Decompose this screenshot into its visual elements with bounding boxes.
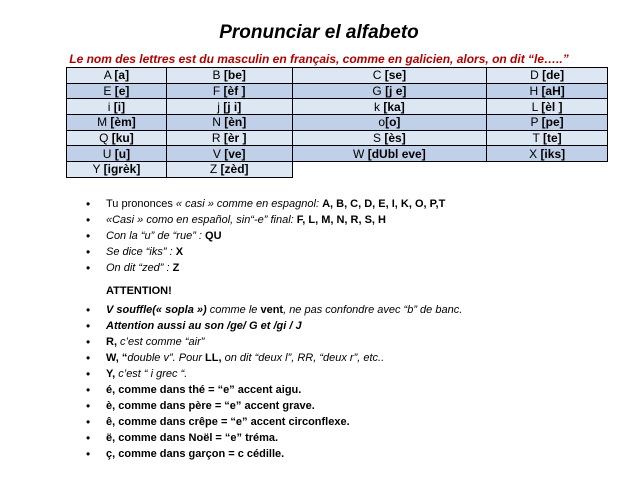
letter-cell: V [ve] <box>166 146 292 162</box>
table-row <box>67 162 608 178</box>
letter-cell: T [te] <box>487 130 608 146</box>
attention-rule-item: • é, comme dans thé = “e” accent aigu. <box>86 382 462 398</box>
attention-rule-item: • W, “double v”. Pour LL, on dit “deux l”, RR, “deux r”, etc.. <box>86 350 462 366</box>
attention-rule-item: • R, c’est comme “air” <box>86 334 462 350</box>
letter-cell: o[o] <box>292 115 487 131</box>
alphabet-table <box>66 67 608 178</box>
attention-rule-item: • Y, c’est “ i grec “. <box>86 366 462 382</box>
table-row <box>67 115 608 131</box>
attention-rule-item: • V souffle(« sopla ») comme le vent, ne pas confondre avec “b” de banc. <box>86 302 462 318</box>
rule-item: • On dit “zed” : Z <box>86 260 445 276</box>
letter-cell: C [se] <box>292 68 487 84</box>
attention-rule-item: • Attention aussi au son /ge/ G et /gi / J <box>86 318 462 334</box>
letter-cell: Z [zèd] <box>166 162 292 178</box>
attention-rule-item: • è, comme dans père = “e” accent grave. <box>86 398 462 414</box>
letter-cell: F [èf ] <box>166 83 292 99</box>
rule-item: • Se dice “iks” : X <box>86 244 445 260</box>
empty-cell <box>487 162 608 178</box>
table-row <box>67 130 608 146</box>
rule-item: • «Casi » como en español, sin“-e” final: F, L, M, N, R, S, H <box>86 212 445 228</box>
letter-cell: G [j e] <box>292 83 487 99</box>
letter-cell: i [i] <box>67 99 167 115</box>
attention-rule-item: • ê, comme dans crêpe = “e” accent circonflexe. <box>86 414 462 430</box>
letter-cell: U [u] <box>67 146 167 162</box>
letter-cell: k [ka] <box>292 99 487 115</box>
table-row <box>67 146 608 162</box>
page-title: Pronunciar el alfabeto <box>219 22 419 43</box>
attention-rule-item: • ç, comme dans garçon = c cédille. <box>86 446 462 462</box>
letter-cell: j [j i] <box>166 99 292 115</box>
letter-cell: M [èm] <box>67 115 167 131</box>
attention-rule-item: • ë, comme dans Noël = “e” tréma. <box>86 430 462 446</box>
letter-cell: W [dUbl eve] <box>292 146 487 162</box>
rule-item: • Tu prononces « casi » comme en espagnol: A, B, C, D, E, I, K, O, P,T <box>86 196 445 212</box>
pronunciation-rules-list <box>86 196 445 276</box>
subtitle: Le nom des lettres est du masculin en français, comme en galicien, alors, on dit “le…..” <box>69 52 569 66</box>
empty-cell <box>292 162 487 178</box>
attention-heading: ATTENTION! <box>106 285 172 297</box>
letter-cell: Q [ku] <box>67 130 167 146</box>
letter-cell: A [a] <box>67 68 167 84</box>
table-row <box>67 83 608 99</box>
letter-cell: D [de] <box>487 68 608 84</box>
letter-cell: H [aH] <box>487 83 608 99</box>
letter-cell: X [iks] <box>487 146 608 162</box>
letter-cell: R [èr ] <box>166 130 292 146</box>
attention-rules-list <box>86 302 462 462</box>
letter-cell: S [ès] <box>292 130 487 146</box>
letter-cell: B [be] <box>166 68 292 84</box>
letter-cell: P [pe] <box>487 115 608 131</box>
rule-item: • Con la “u” de “rue” : QU <box>86 228 445 244</box>
letter-cell: E [e] <box>67 83 167 99</box>
table-row <box>67 68 608 84</box>
letter-cell: L [èl ] <box>487 99 608 115</box>
letter-cell: N [èn] <box>166 115 292 131</box>
table-row <box>67 99 608 115</box>
letter-cell: Y [igrèk] <box>67 162 167 178</box>
